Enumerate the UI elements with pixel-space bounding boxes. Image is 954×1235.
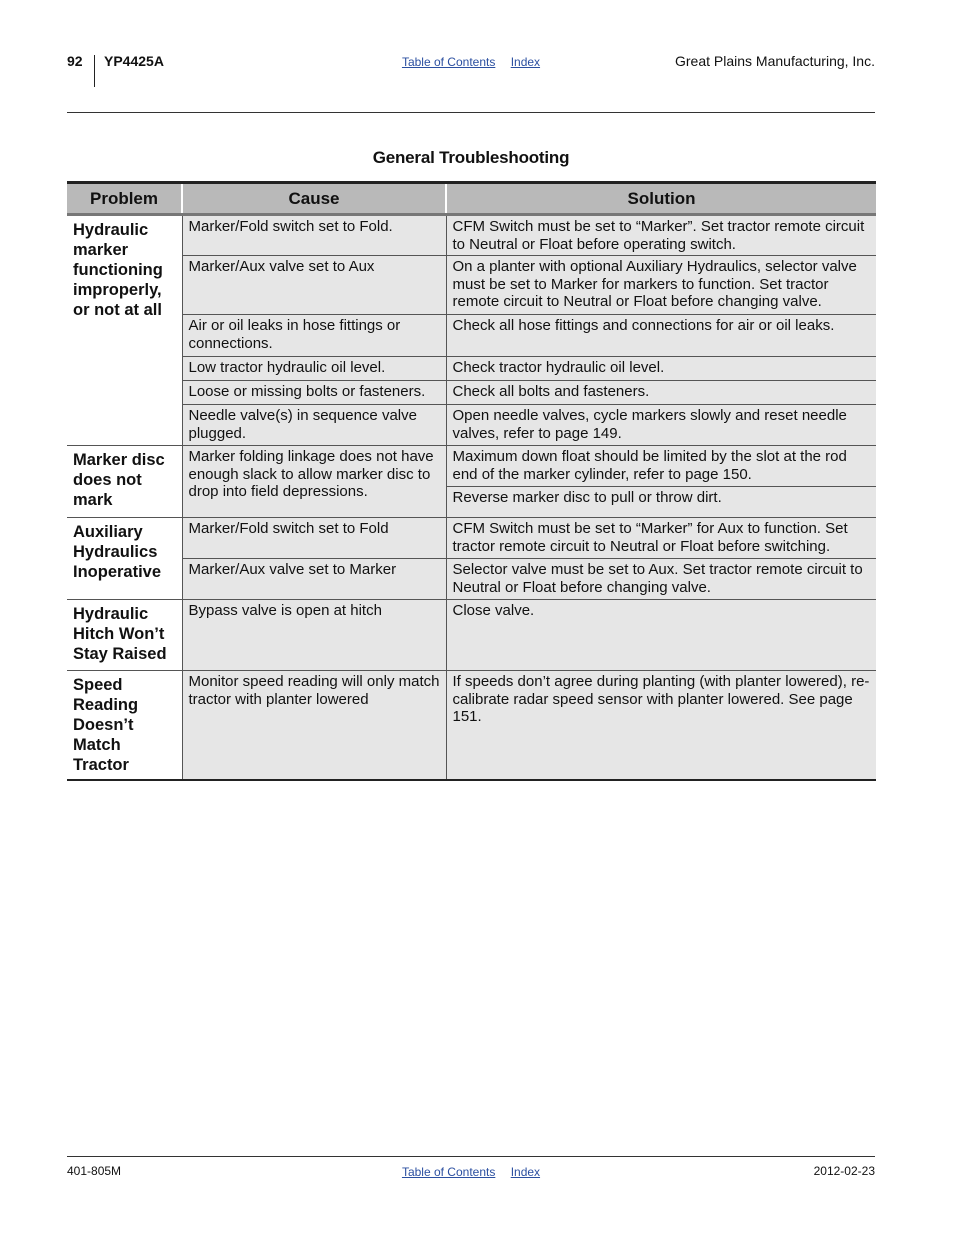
solution-cell: If speeds don’t agree during planting (with planter lowered), re-calibrate radar speed sensor with planter lowered. See page 151. (446, 671, 876, 781)
footer-date: 2012-02-23 (813, 1164, 875, 1178)
page-number: 92 (67, 53, 83, 69)
cause-cell: Bypass valve is open at hitch (182, 600, 446, 671)
table-row (67, 357, 876, 381)
cause-cell: Monitor speed reading will only match tractor with planter lowered (182, 671, 446, 781)
doc-code: YP4425A (104, 53, 164, 69)
cause-cell: Air or oil leaks in hose fittings or connections. (182, 315, 446, 357)
table-row (67, 405, 876, 446)
solution-cell: On a planter with optional Auxiliary Hydraulics, selector valve must be set to Marker for markers to function. Set tractor remote circuit to Neutral or Float before changing valve. (446, 256, 876, 315)
cause-cell: Marker/Aux valve set to Aux (182, 256, 446, 315)
troubleshooting-table (67, 181, 876, 781)
section-title: General Troubleshooting (372, 148, 570, 167)
table-row (67, 600, 876, 671)
solution-cell: Check tractor hydraulic oil level. (446, 357, 876, 381)
solution-cell: Check all bolts and fasteners. (446, 381, 876, 405)
solution-cell: CFM Switch must be set to “Marker” for Aux to function. Set tractor remote circuit to Neutral or Float before switching. (446, 518, 876, 559)
cause-cell: Marker/Fold switch set to Fold (182, 518, 446, 559)
problem-cell: Hydraulic Hitch Won’t Stay Raised (67, 600, 182, 671)
problem-cell: Marker disc does not mark (67, 446, 182, 518)
solution-cell: Maximum down float should be limited by the slot at the rod end of the marker cylinder, refer to page 150. (446, 446, 876, 487)
cause-cell: Low tractor hydraulic oil level. (182, 357, 446, 381)
table-row (67, 381, 876, 405)
toc-link[interactable]: Table of Contents (401, 55, 496, 69)
column-header-solution: Solution (446, 183, 876, 215)
table-row (67, 559, 876, 600)
footer-index-link[interactable]: Index (510, 1165, 541, 1179)
problem-cell: Speed Reading Doesn’t Match Tractor (67, 671, 182, 781)
cause-cell: Needle valve(s) in sequence valve plugged. (182, 405, 446, 446)
problem-cell: Auxiliary Hydraulics Inoperative (67, 518, 182, 600)
page-header (67, 52, 875, 92)
table-row (67, 315, 876, 357)
table-row (67, 215, 876, 256)
index-link[interactable]: Index (510, 55, 541, 69)
solution-cell: Open needle valves, cycle markers slowly and reset needle valves, refer to page 149. (446, 405, 876, 446)
column-header-cause: Cause (182, 183, 446, 215)
table-header-row (67, 183, 876, 215)
solution-cell: Close valve. (446, 600, 876, 671)
cause-cell: Marker/Fold switch set to Fold. (182, 215, 446, 256)
header-rule (67, 112, 875, 113)
table-row (67, 446, 876, 487)
cause-cell: Marker folding linkage does not have enough slack to allow marker disc to drop into field depressions. (182, 446, 446, 518)
problem-cell: Hydraulic marker functioning improperly, or not at all (67, 215, 182, 446)
footer-toc-link[interactable]: Table of Contents (401, 1165, 496, 1179)
column-header-problem: Problem (67, 183, 182, 215)
page-footer (67, 1163, 875, 1183)
footer-doc-number: 401-805M (67, 1164, 122, 1178)
solution-cell: Reverse marker disc to pull or throw dirt. (446, 487, 876, 518)
cause-cell: Loose or missing bolts or fasteners. (182, 381, 446, 405)
company-name: Great Plains Manufacturing, Inc. (675, 53, 875, 69)
footer-nav (67, 1165, 875, 1179)
table-row (67, 671, 876, 781)
solution-cell: CFM Switch must be set to “Marker”. Set tractor remote circuit to Neutral or Float before operating switch. (446, 215, 876, 256)
solution-cell: Selector valve must be set to Aux. Set tractor remote circuit to Neutral or Float before changing valve. (446, 559, 876, 600)
footer-rule (67, 1156, 875, 1157)
cause-cell: Marker/Aux valve set to Marker (182, 559, 446, 600)
solution-cell: Check all hose fittings and connections for air or oil leaks. (446, 315, 876, 357)
table-row (67, 256, 876, 315)
table-row (67, 518, 876, 559)
